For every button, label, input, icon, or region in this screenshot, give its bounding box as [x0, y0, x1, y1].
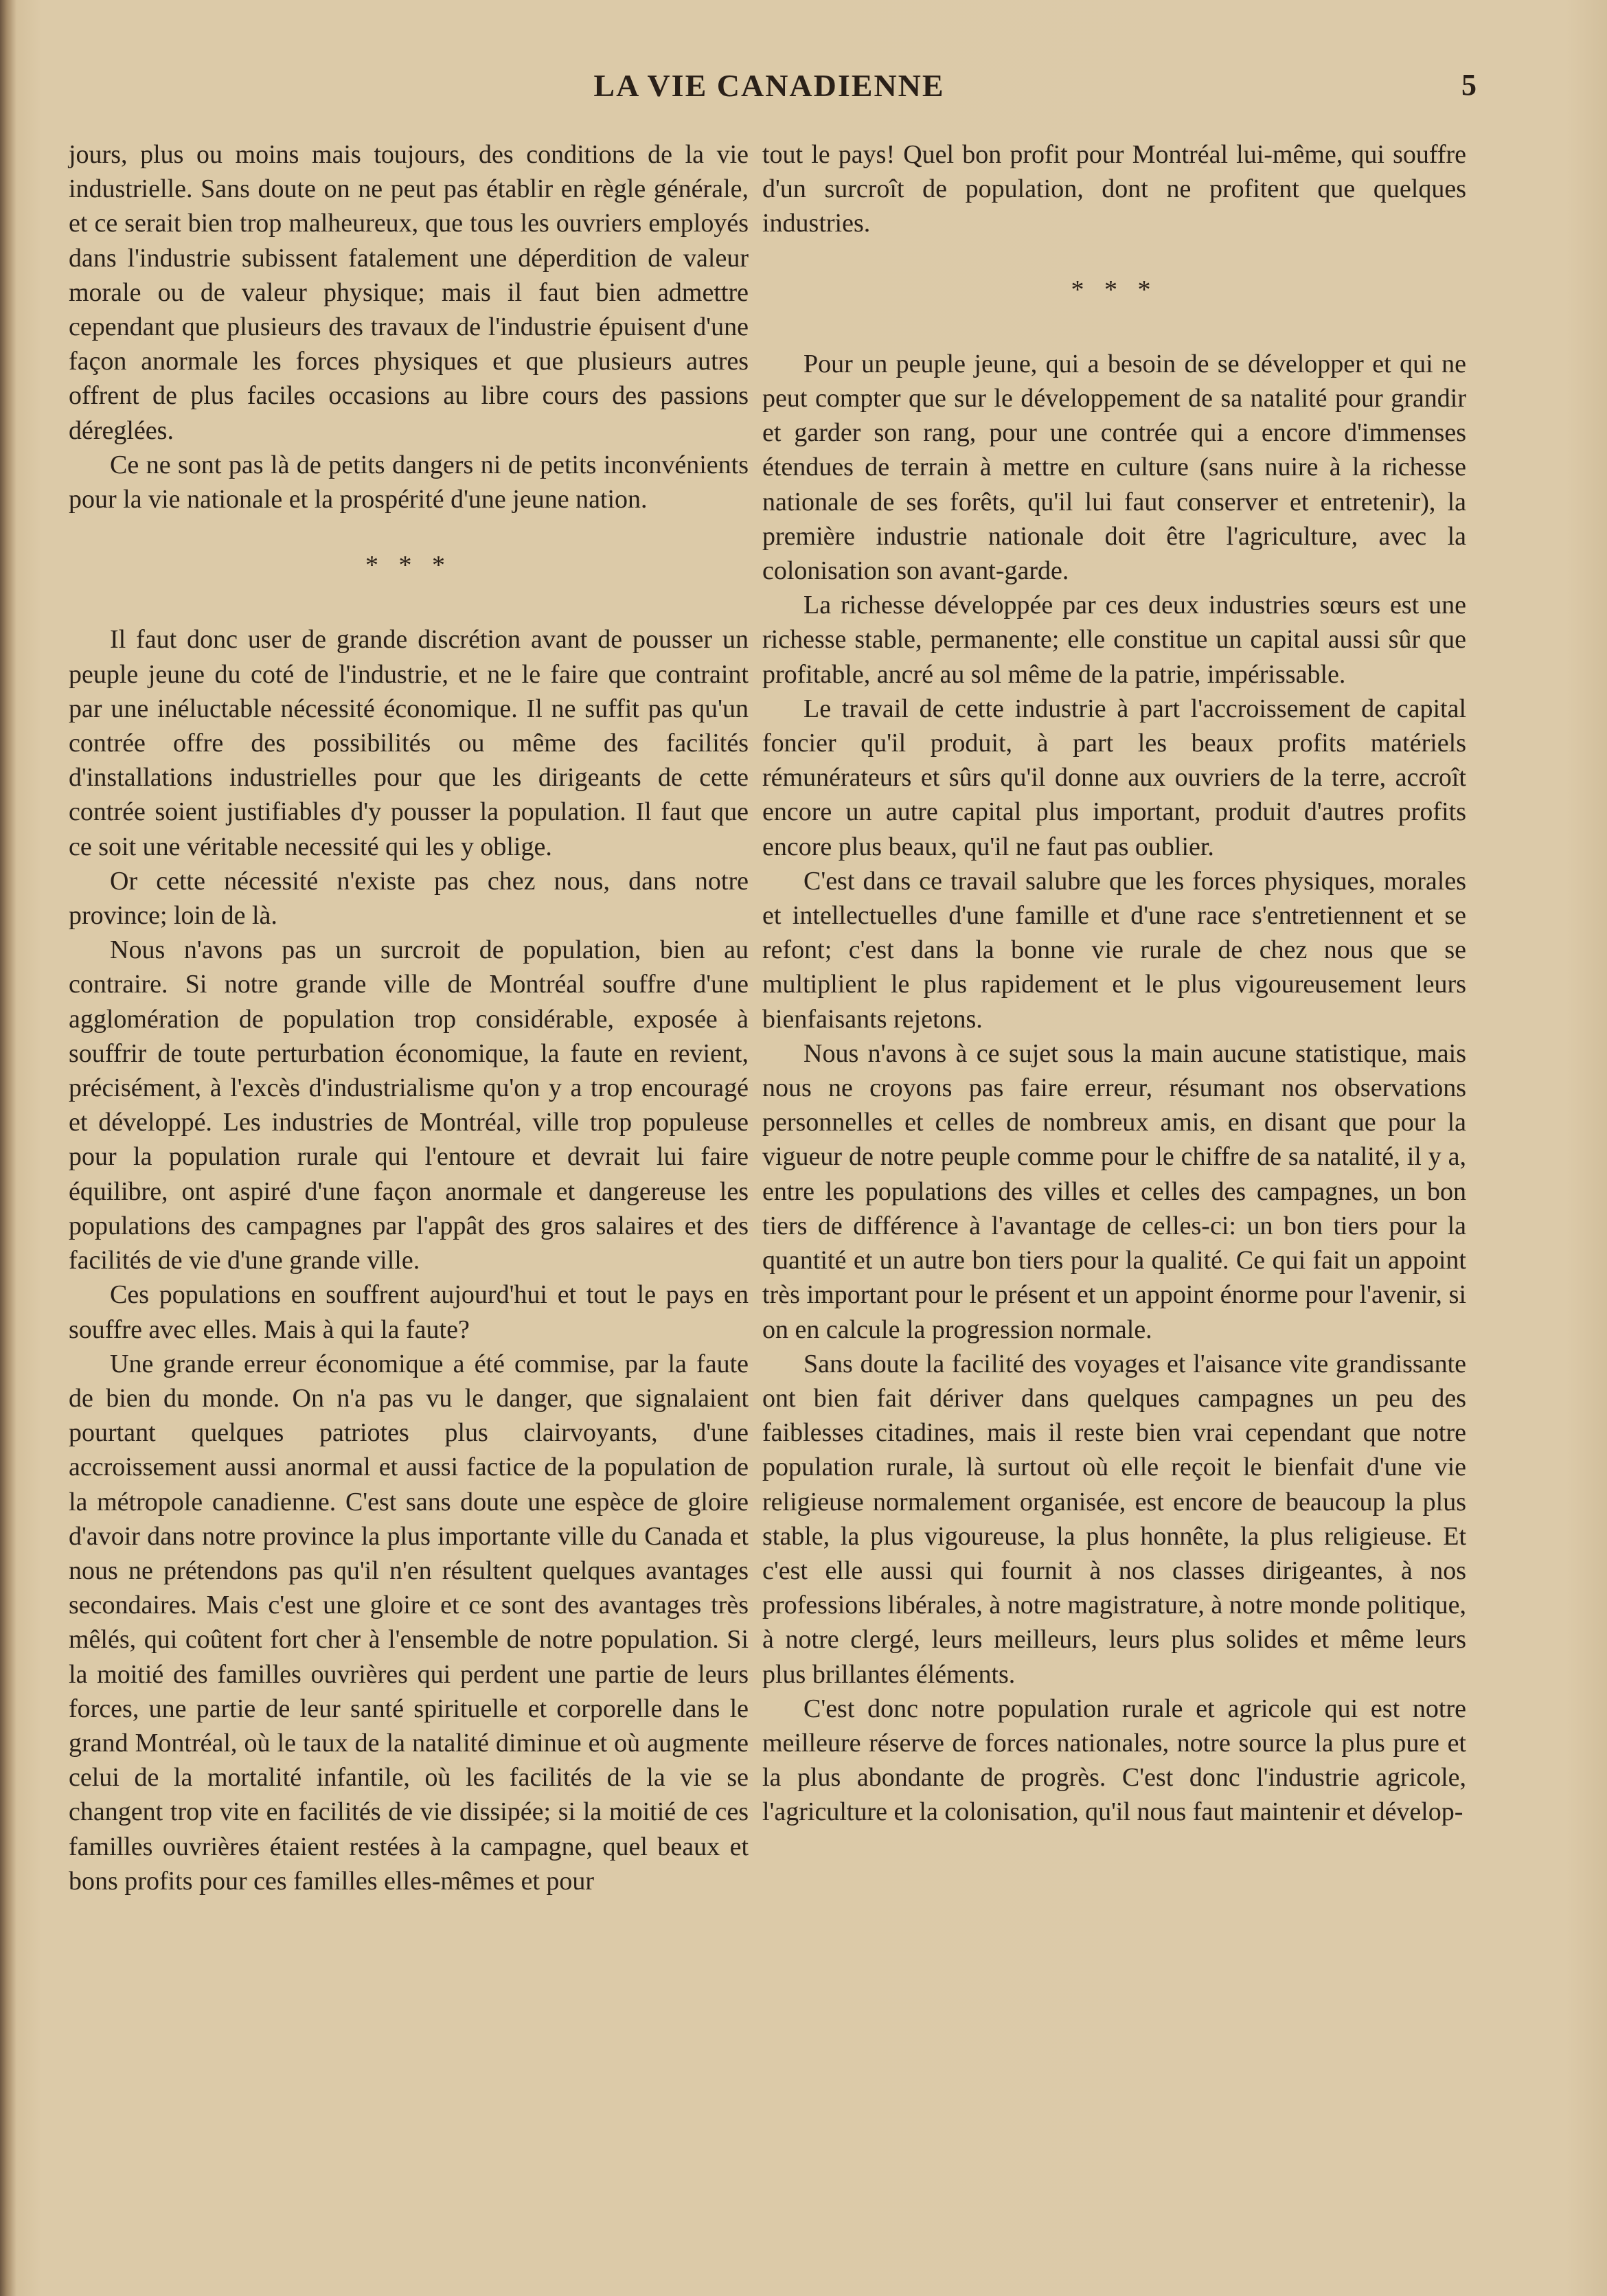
- paragraph: C'est donc notre population rurale et agricole qui est notre meilleure réserve de forces nationales, notre source la plus pure et la plus abondante de progrès. C'est donc l'industrie agricole, l'agriculture et la colonisation, qu'il nous faut maintenir et dévelop-: [762, 1694, 1466, 1827]
- paragraph: Sans doute la facilité des voyages et l'aisance vite grandissante ont bien fait dériver dans quelques campagnes un peu des faiblesses citadines, mais il reste bien vrai cependant que notre population rurale, là surtout où elle reçoit le bienfait d'une vie religieuse normalement organisée, est encore de beaucoup la plus stable, la plus vigoureuse, la plus honnête, la plus religieuse. Et c'est elle aussi qui fournit à nos classes dirigeantes, à nos professions libérales, à notre magistrature, à notre monde politique, à notre clergé, leurs meilleurs, leurs plus solides et même leurs plus brillantes éléments.: [762, 1349, 1466, 1689]
- paragraph: Nous n'avons pas un surcroit de population, bien au contraire. Si notre grande ville de Montréal souffre d'une agglomération de population trop considérable, exposée à souffrir de toute perturbation économique, la faute en revient, précisément, à l'excès d'industrialisme qu'on y a trop encouragé et développé. Les industries de Montréal, ville trop populeuse pour la population rurale qui l'entoure et devrait lui faire équilibre, ont aspiré d'une façon anormale et dangereuse les populations des campagnes par l'appât des gros salaires et des facilités de vie d'une grande ville.: [69, 935, 749, 1275]
- paragraph: tout le pays! Quel bon profit pour Montréal lui-même, qui souffre d'un surcroît de population, dont ne profitent que quelques industries.: [762, 140, 1466, 238]
- journal-title: LA VIE CANADIENNE: [593, 68, 945, 103]
- section-separator: * * *: [365, 551, 452, 580]
- paragraph: jours, plus ou moins mais toujours, des conditions de la vie industrielle. Sans doute on ne peut pas établir en règle générale, et ce serait bien trop malheureux, que tous les ouvriers employés dans l'industrie subissent fatalement une déperdition de valeur morale ou de valeur physique; mais il faut bien admettre cependant que plusieurs des travaux de l'industrie épuisent d'une façon anormale les forces physiques et que plusieurs autres offrent de plus faciles occasions au libre cours des passions déreglées.: [69, 140, 749, 445]
- left-column: [69, 137, 749, 1898]
- running-head: [0, 63, 1607, 111]
- paragraph: Ce ne sont pas là de petits dangers ni de petits inconvénients pour la vie nationale et la prospérité d'une jeune nation.: [69, 450, 749, 514]
- section-separator: * * *: [1071, 275, 1158, 304]
- right-column: [762, 137, 1466, 1830]
- paragraph: La richesse développée par ces deux industries sœurs est une richesse stable, permanente; elle constitue un capital aussi sûr que profitable, ancré au sol même de la patrie, impérissable.: [762, 591, 1466, 689]
- paragraph: Or cette nécessité n'existe pas chez nous, dans notre province; loin de là.: [69, 866, 749, 931]
- paragraph: Il faut donc user de grande discrétion avant de pousser un peuple jeune du coté de l'industrie, et ne le faire que contraint par une inéluctable nécessité économique. Il ne suffit pas qu'un contrée offre des possibilités ou même des facilités d'installations industrielles pour que les dirigeants de cette contrée soient justifiables d'y pousser la population. Il faut que ce soit une véritable necessité qui les y oblige.: [69, 625, 749, 861]
- paragraph: C'est dans ce travail salubre que les forces physiques, morales et intellectuelles d'une famille et d'une race s'entretiennent et se refont; c'est dans la bonne vie rurale de chez nous que se multiplient le plus rapidement et le plus vigoureusement leurs bienfaisants rejetons.: [762, 866, 1466, 1034]
- paragraph: Nous n'avons à ce sujet sous la main aucune statistique, mais nous ne croyons pas faire erreur, résumant nos observations personnelles et celles de nombreux amis, en disant que pour la vigueur de notre peuple comme pour le chiffre de sa natalité, il y a, entre les populations des villes et celles des campagnes, un bon tiers de différence à l'avantage de celles-ci: un bon tiers pour la quantité et un autre bon tiers pour la qualité. Ce qui fait un appoint très important pour le présent et un appoint énorme pour l'avenir, si on en calcule la progression normale.: [762, 1038, 1466, 1344]
- paragraph: Le travail de cette industrie à part l'accroissement de capital foncier qu'il produit, à part les beaux profits matériels rémunérateurs et sûrs qu'il donne aux ouvriers de la terre, accroît encore un autre capital plus important, produit d'autres profits encore plus beaux, qu'il ne faut pas oublier.: [762, 694, 1466, 861]
- page-number: 5: [1461, 68, 1477, 102]
- paragraph: Une grande erreur économique a été commise, par la faute de bien du monde. On n'a pas vu le danger, que signalaient pourtant quelques patriotes plus clairvoyants, d'une accroissement aussi anormal et aussi factice de la population de la métropole canadienne. C'est sans doute une espèce de gloire d'avoir dans notre province la plus importante ville du Canada et nous ne prétendons pas qu'il n'en résultent quelques avantages secondaires. Mais c'est une gloire et ce sont des avantages très mêlés, qui coûtent fort cher à l'ensemble de notre population. Si la moitié des familles ouvrières qui perdent une partie de leurs forces, une partie de leur santé spirituelle et corporelle dans le grand Montréal, où le taux de la natalité diminue et où augmente celui de la mortalité infantile, où les facilités de la vie se changent trop vite en facilités de vie dissipée; si la moitié de ces familles ouvrières étaient restées à la campagne, quel beaux et bons profits pour ces familles elles-mêmes et pour: [69, 1349, 749, 1896]
- paragraph: Ces populations en souffrent aujourd'hui et tout le pays en souffre avec elles. Mais à qui la faute?: [69, 1280, 749, 1344]
- paragraph: Pour un peuple jeune, qui a besoin de se développer et qui ne peut compter que sur le développement de sa natalité pour grandir et garder son rang, pour une contrée qui a encore d'immenses étendues de terrain à mettre en culture (sans nuire à la richesse nationale de ses forêts, qu'il lui faut conserver et entretenir), la première industrie nationale doit être l'agriculture, avec la colonisation son avant-garde.: [762, 349, 1466, 586]
